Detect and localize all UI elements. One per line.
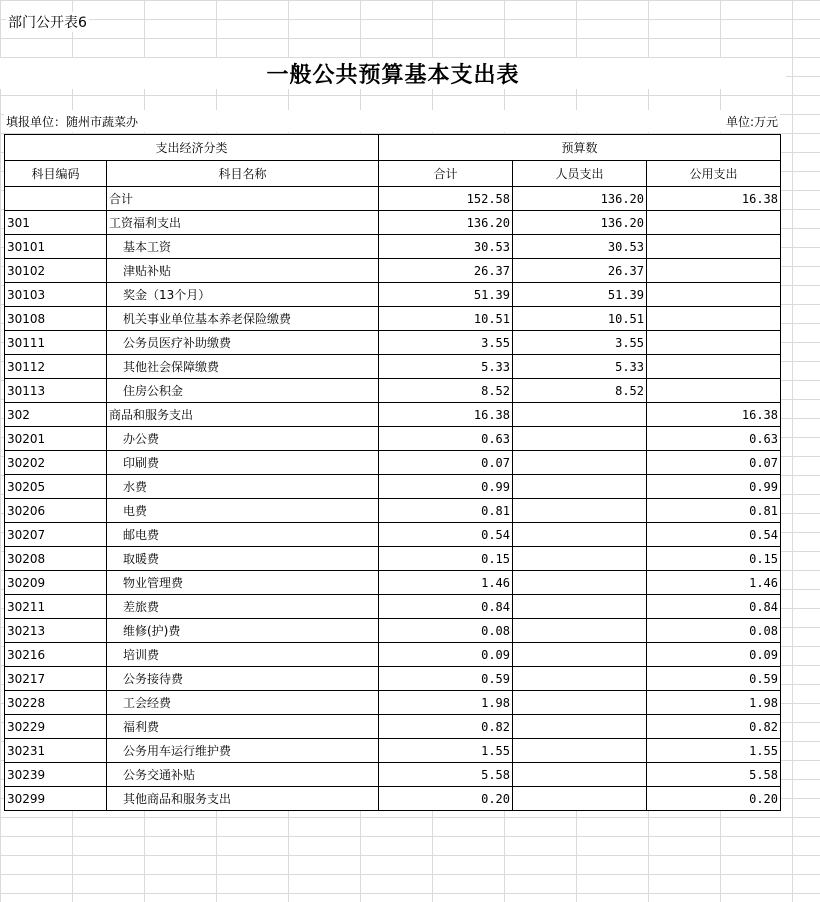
cell-name: 水费 bbox=[107, 475, 379, 499]
cell-code: 30103 bbox=[5, 283, 107, 307]
cell-name: 合计 bbox=[107, 187, 379, 211]
header-economic-classification: 支出经济分类 bbox=[5, 135, 379, 161]
cell-public: 1.55 bbox=[647, 739, 781, 763]
table-row bbox=[5, 259, 781, 283]
cell-name: 公务接待费 bbox=[107, 667, 379, 691]
cell-total: 8.52 bbox=[379, 379, 513, 403]
page-title: 一般公共预算基本支出表 bbox=[262, 62, 523, 88]
cell-public: 16.38 bbox=[647, 403, 781, 427]
cell-personnel bbox=[513, 763, 647, 787]
cell-public: 0.84 bbox=[647, 595, 781, 619]
cell-total: 0.07 bbox=[379, 451, 513, 475]
cell-personnel bbox=[513, 571, 647, 595]
table-row bbox=[5, 739, 781, 763]
cell-name: 奖金（13个月） bbox=[107, 283, 379, 307]
table-row bbox=[5, 547, 781, 571]
table-row bbox=[5, 667, 781, 691]
table-row bbox=[5, 283, 781, 307]
cell-public: 0.54 bbox=[647, 523, 781, 547]
table-row bbox=[5, 307, 781, 331]
table-row bbox=[5, 715, 781, 739]
cell-total: 16.38 bbox=[379, 403, 513, 427]
cell-public: 5.58 bbox=[647, 763, 781, 787]
cell-name: 公务员医疗补助缴费 bbox=[107, 331, 379, 355]
cell-public: 0.99 bbox=[647, 475, 781, 499]
cell-total: 0.63 bbox=[379, 427, 513, 451]
table-row bbox=[5, 595, 781, 619]
table-row bbox=[5, 691, 781, 715]
cell-code: 30206 bbox=[5, 499, 107, 523]
cell-personnel: 26.37 bbox=[513, 259, 647, 283]
cell-name: 工会经费 bbox=[107, 691, 379, 715]
table-row bbox=[5, 499, 781, 523]
cell-personnel bbox=[513, 547, 647, 571]
cell-code: 30209 bbox=[5, 571, 107, 595]
cell-code: 302 bbox=[5, 403, 107, 427]
cell-public bbox=[647, 211, 781, 235]
cell-public: 1.98 bbox=[647, 691, 781, 715]
cell-public bbox=[647, 331, 781, 355]
cell-code: 30111 bbox=[5, 331, 107, 355]
cell-personnel: 3.55 bbox=[513, 331, 647, 355]
table-row bbox=[5, 211, 781, 235]
cell-name: 培训费 bbox=[107, 643, 379, 667]
header-name: 科目名称 bbox=[107, 161, 379, 187]
department-table-label: 部门公开表6 bbox=[6, 12, 89, 32]
header-code: 科目编码 bbox=[5, 161, 107, 187]
cell-total: 30.53 bbox=[379, 235, 513, 259]
cell-personnel bbox=[513, 739, 647, 763]
cell-total: 136.20 bbox=[379, 211, 513, 235]
cell-public bbox=[647, 355, 781, 379]
cell-name: 津贴补贴 bbox=[107, 259, 379, 283]
cell-total: 26.37 bbox=[379, 259, 513, 283]
table-row bbox=[5, 619, 781, 643]
cell-total: 0.82 bbox=[379, 715, 513, 739]
cell-total: 51.39 bbox=[379, 283, 513, 307]
cell-public: 0.07 bbox=[647, 451, 781, 475]
table-row bbox=[5, 187, 781, 211]
cell-personnel bbox=[513, 403, 647, 427]
cell-name: 维修(护)费 bbox=[107, 619, 379, 643]
cell-personnel bbox=[513, 451, 647, 475]
cell-code: 30211 bbox=[5, 595, 107, 619]
cell-public: 16.38 bbox=[647, 187, 781, 211]
cell-name: 办公费 bbox=[107, 427, 379, 451]
header-personnel: 人员支出 bbox=[513, 161, 647, 187]
cell-public: 0.81 bbox=[647, 499, 781, 523]
cell-name: 公务交通补贴 bbox=[107, 763, 379, 787]
cell-name: 公务用车运行维护费 bbox=[107, 739, 379, 763]
cell-name: 邮电费 bbox=[107, 523, 379, 547]
cell-personnel bbox=[513, 619, 647, 643]
cell-personnel: 8.52 bbox=[513, 379, 647, 403]
cell-public: 0.63 bbox=[647, 427, 781, 451]
cell-public: 0.09 bbox=[647, 643, 781, 667]
table-row bbox=[5, 427, 781, 451]
cell-name: 其他商品和服务支出 bbox=[107, 787, 379, 811]
table-row bbox=[5, 763, 781, 787]
table-row bbox=[5, 643, 781, 667]
budget-table bbox=[4, 134, 781, 811]
cell-name: 工资福利支出 bbox=[107, 211, 379, 235]
table-row bbox=[5, 331, 781, 355]
table-row bbox=[5, 355, 781, 379]
column-header-row bbox=[5, 161, 781, 187]
cell-personnel bbox=[513, 475, 647, 499]
cell-code: 30299 bbox=[5, 787, 107, 811]
cell-public bbox=[647, 235, 781, 259]
cell-code: 30205 bbox=[5, 475, 107, 499]
cell-code: 30239 bbox=[5, 763, 107, 787]
table-row bbox=[5, 235, 781, 259]
cell-code: 30113 bbox=[5, 379, 107, 403]
table-row bbox=[5, 787, 781, 811]
cell-personnel: 10.51 bbox=[513, 307, 647, 331]
cell-code: 30201 bbox=[5, 427, 107, 451]
cell-total: 1.46 bbox=[379, 571, 513, 595]
cell-code: 30213 bbox=[5, 619, 107, 643]
cell-total: 0.15 bbox=[379, 547, 513, 571]
cell-name: 基本工资 bbox=[107, 235, 379, 259]
cell-public bbox=[647, 379, 781, 403]
cell-public: 0.59 bbox=[647, 667, 781, 691]
cell-public bbox=[647, 283, 781, 307]
cell-code: 30202 bbox=[5, 451, 107, 475]
cell-code: 30112 bbox=[5, 355, 107, 379]
cell-public: 1.46 bbox=[647, 571, 781, 595]
cell-name: 物业管理费 bbox=[107, 571, 379, 595]
cell-total: 0.20 bbox=[379, 787, 513, 811]
cell-public bbox=[647, 259, 781, 283]
cell-name: 商品和服务支出 bbox=[107, 403, 379, 427]
cell-code: 30217 bbox=[5, 667, 107, 691]
cell-code: 30229 bbox=[5, 715, 107, 739]
cell-personnel bbox=[513, 787, 647, 811]
cell-personnel: 136.20 bbox=[513, 211, 647, 235]
cell-public: 0.20 bbox=[647, 787, 781, 811]
cell-personnel bbox=[513, 715, 647, 739]
header-budget-amount: 预算数 bbox=[379, 135, 781, 161]
table-row bbox=[5, 571, 781, 595]
cell-total: 0.84 bbox=[379, 595, 513, 619]
cell-personnel: 51.39 bbox=[513, 283, 647, 307]
header-total: 合计 bbox=[379, 161, 513, 187]
cell-total: 1.55 bbox=[379, 739, 513, 763]
cell-code: 30207 bbox=[5, 523, 107, 547]
cell-personnel: 5.33 bbox=[513, 355, 647, 379]
reporting-unit: 填报单位：随州市蔬菜办 bbox=[6, 115, 139, 129]
cell-code: 30102 bbox=[5, 259, 107, 283]
cell-total: 10.51 bbox=[379, 307, 513, 331]
currency-unit: 单位:万元 bbox=[725, 115, 778, 129]
cell-public: 0.82 bbox=[647, 715, 781, 739]
cell-name: 电费 bbox=[107, 499, 379, 523]
cell-name: 印刷费 bbox=[107, 451, 379, 475]
cell-personnel bbox=[513, 595, 647, 619]
cell-total: 0.81 bbox=[379, 499, 513, 523]
table-row bbox=[5, 379, 781, 403]
cell-name: 机关事业单位基本养老保险缴费 bbox=[107, 307, 379, 331]
cell-personnel bbox=[513, 691, 647, 715]
cell-total: 0.59 bbox=[379, 667, 513, 691]
report-info-row bbox=[4, 110, 780, 132]
cell-total: 152.58 bbox=[379, 187, 513, 211]
cell-total: 0.54 bbox=[379, 523, 513, 547]
cell-name: 取暖费 bbox=[107, 547, 379, 571]
cell-total: 0.99 bbox=[379, 475, 513, 499]
cell-personnel bbox=[513, 427, 647, 451]
cell-total: 5.33 bbox=[379, 355, 513, 379]
cell-personnel bbox=[513, 499, 647, 523]
cell-code: 301 bbox=[5, 211, 107, 235]
cell-total: 3.55 bbox=[379, 331, 513, 355]
table-row bbox=[5, 475, 781, 499]
table-row bbox=[5, 403, 781, 427]
group-header-row bbox=[5, 135, 781, 161]
table-row bbox=[5, 451, 781, 475]
cell-total: 5.58 bbox=[379, 763, 513, 787]
cell-name: 差旅费 bbox=[107, 595, 379, 619]
header-public: 公用支出 bbox=[647, 161, 781, 187]
cell-personnel bbox=[513, 523, 647, 547]
cell-code: 30228 bbox=[5, 691, 107, 715]
cell-personnel: 30.53 bbox=[513, 235, 647, 259]
cell-code: 30108 bbox=[5, 307, 107, 331]
cell-code bbox=[5, 187, 107, 211]
cell-name: 其他社会保障缴费 bbox=[107, 355, 379, 379]
cell-total: 1.98 bbox=[379, 691, 513, 715]
cell-code: 30101 bbox=[5, 235, 107, 259]
cell-total: 0.09 bbox=[379, 643, 513, 667]
cell-name: 福利费 bbox=[107, 715, 379, 739]
cell-total: 0.08 bbox=[379, 619, 513, 643]
cell-public: 0.15 bbox=[647, 547, 781, 571]
cell-code: 30208 bbox=[5, 547, 107, 571]
cell-personnel: 136.20 bbox=[513, 187, 647, 211]
cell-personnel bbox=[513, 667, 647, 691]
page-title-wrapper bbox=[0, 58, 786, 89]
table-row bbox=[5, 523, 781, 547]
cell-personnel bbox=[513, 643, 647, 667]
cell-public: 0.08 bbox=[647, 619, 781, 643]
cell-name: 住房公积金 bbox=[107, 379, 379, 403]
cell-public bbox=[647, 307, 781, 331]
cell-code: 30216 bbox=[5, 643, 107, 667]
cell-code: 30231 bbox=[5, 739, 107, 763]
